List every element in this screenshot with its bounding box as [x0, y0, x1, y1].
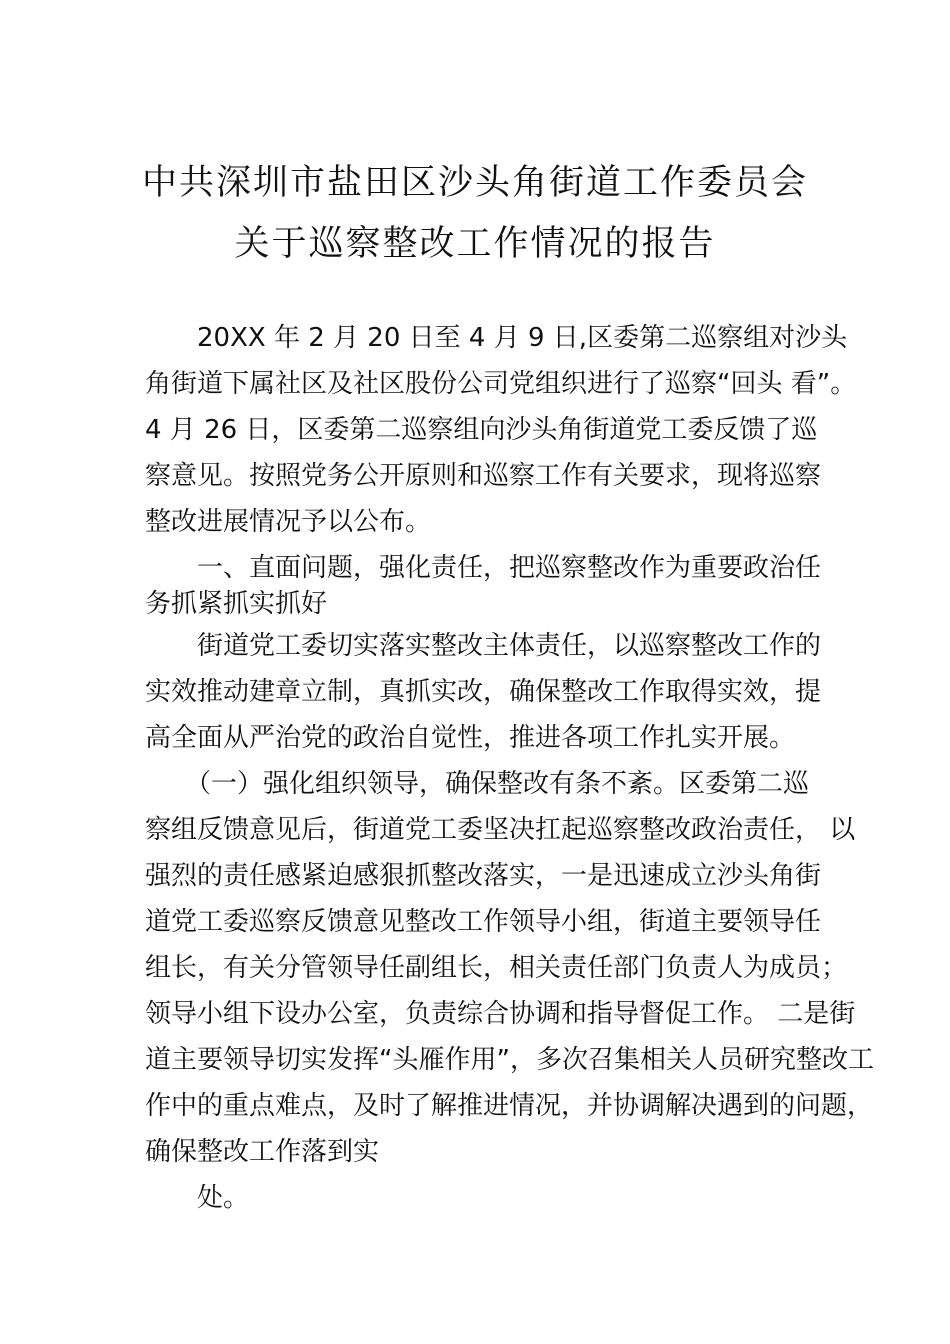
body-line: 察组反馈意见后，街道党工委坚决扛起巡察整改政治责任， 以	[145, 815, 856, 845]
body-line: 街道党工委切实落实整改主体责任，以巡察整改工作的	[197, 631, 822, 661]
body-line: 4 月 26 日，区委第二巡察组向沙头角街道党工委反馈了巡	[145, 415, 818, 445]
body-line: 强烈的责任感紧迫感狠抓整改落实，一是迅速成立沙头角街	[145, 861, 822, 891]
body-line: 处。	[197, 1183, 250, 1213]
report-title-line-1: 中共深圳市盐田区沙头角街道工作委员会	[141, 163, 808, 203]
body-line: 作中的重点难点，及时了解推进情况，并协调解决遇到的问题，	[145, 1091, 874, 1121]
body-line: 道主要领导切实发挥“头雁作用”，多次召集相关人员研究整改工	[145, 1045, 874, 1075]
body-line: 整改进展情况予以公布。	[145, 507, 432, 537]
body-line: 领导小组下设办公室，负责综合协调和指导督促工作。 二是街	[145, 999, 856, 1029]
body-line: 20XX 年 2 月 20 日至 4 月 9 日,区委第二巡察组对沙头	[197, 323, 848, 353]
report-title-line-2: 关于巡察整改工作情况的报告	[234, 224, 716, 264]
section-heading-line: 一、直面问题，强化责任，把巡察整改作为重要政治任	[197, 553, 822, 583]
section-heading-line: 务抓紧抓实抓好	[145, 589, 328, 619]
body-line: 高全面从严治党的政治自觉性，推进各项工作扎实开展。	[145, 723, 796, 753]
body-line: 道党工委巡察反馈意见整改工作领导小组，街道主要领导任	[145, 907, 822, 937]
body-line: 实效推动建章立制，真抓实改，确保整改工作取得实效，提	[145, 677, 822, 707]
body-line: 确保整改工作落到实	[145, 1137, 380, 1167]
body-line: 察意见。按照党务公开原则和巡察工作有关要求，现将巡察	[145, 461, 822, 491]
body-line: 组长，有关分管领导任副组长，相关责任部门负责人为成员；	[145, 953, 848, 983]
body-line: 角街道下属社区及社区股份公司党组织进行了巡察“回头 看”。	[145, 369, 857, 399]
body-line: （一）强化组织领导，确保整改有条不紊。区委第二巡	[185, 769, 810, 799]
